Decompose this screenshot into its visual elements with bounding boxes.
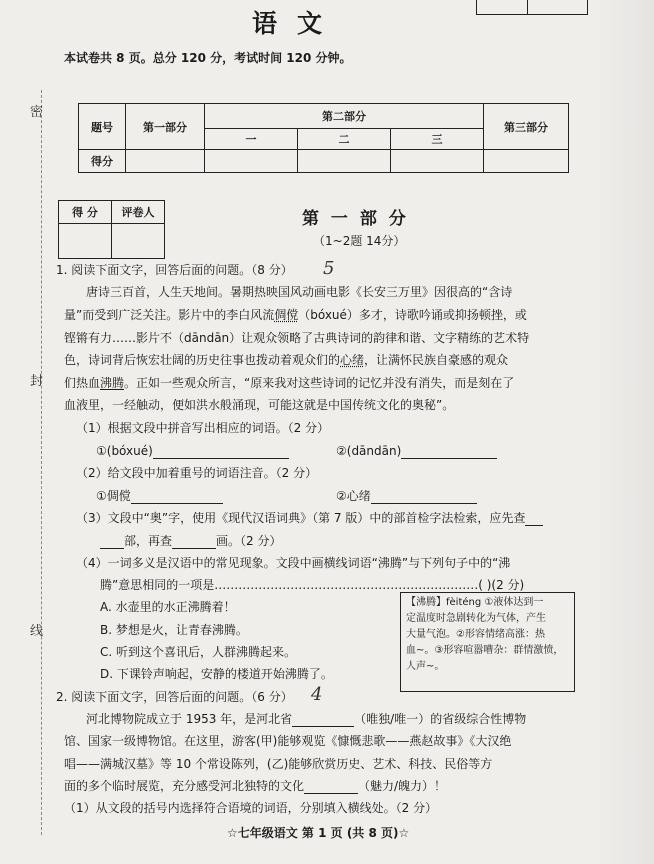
- q1-sub1-a: ①(bóxué): [96, 443, 289, 459]
- seal-mark-2: 封: [30, 374, 44, 389]
- answer-line[interactable]: [371, 490, 477, 504]
- score-cell[interactable]: [484, 150, 569, 173]
- q2-stem: 2. 阅读下面文字，回答后面的问题。（6 分）: [56, 690, 293, 704]
- q2-para-line4: 面的多个临时展览，充分感受河北独特的文化 （魅力/魄力）！: [64, 779, 447, 793]
- section-subtitle: （1~2题 14分）: [313, 234, 406, 248]
- q1-para-line3: 铿锵有力……影片不（dāndān）让观众领略了古典诗词的韵律和谐、文字精练的艺术特: [64, 331, 530, 345]
- q2-para-line1: 河北博物院成立于 1953 年，是河北省 （唯独/唯一）的省级综合性博物: [86, 712, 527, 726]
- answer-line[interactable]: [292, 713, 354, 727]
- q1-handwritten-score: 5: [323, 258, 335, 279]
- q1-para-line5: 们热血沸腾。正如一些观众所言，“原来我对这些诗词的记忆并没有消失，而是刻在了: [64, 376, 515, 390]
- q1-para-line1: 唐诗三百首，人生天地间。暑期热映国风动画电影《长安三万里》因很高的“含诗: [86, 285, 513, 299]
- seal-mark-1: 密: [30, 105, 44, 120]
- q1-sub2-a: ①倜傥: [96, 488, 223, 504]
- exam-intro: 本试卷共 8 页。总分 120 分，考试时间 120 分钟。: [64, 51, 352, 65]
- corner-box: [476, 0, 588, 15]
- dict-line-1: 【沸腾】fèiténg ①液体达到一: [406, 597, 544, 608]
- underlined-word-feiteng: 沸腾: [100, 376, 125, 390]
- option-c: C. 听到这个喜讯后，人群沸腾起来。: [100, 645, 297, 659]
- page-footer: ☆七年级语文 第 1 页 (共 8 页)☆: [227, 826, 410, 840]
- q1-para-line2: 量”而受到广泛关注。影片中的李白风流倜傥（bóxué）多才，诗歌吟诵或抑扬顿挫，或: [64, 308, 527, 322]
- q1-para-line6: 血液里，一经触动，便如洪水般涌现，可能这就是中国传统文化的奥秘”。: [64, 398, 455, 412]
- page-edge-shadow: [594, 0, 654, 864]
- section-title: 第 一 部 分: [302, 209, 409, 229]
- score-table-part2-sub1: 一: [205, 129, 298, 150]
- q1-sub3-line2: 部，再查 画。（2 分）: [100, 533, 281, 549]
- grader-name-label: 评卷人: [112, 201, 165, 224]
- dict-line-5: 人声~。: [406, 661, 445, 672]
- score-cell[interactable]: [391, 150, 484, 173]
- answer-line[interactable]: [153, 445, 289, 459]
- dict-line-4: 血~。③形容喧嚣嘈杂：群情激愤，: [406, 645, 564, 656]
- q2-handwritten-score: 4: [311, 684, 323, 705]
- q1-sub1-b: ②(dāndān): [336, 443, 497, 459]
- seal-mark-3: 线: [30, 624, 44, 639]
- answer-line[interactable]: [172, 535, 216, 549]
- answer-line[interactable]: [525, 512, 543, 526]
- q2-para-line3: 唱——满城汉墓》等 10 个常设陈列，(乙)能够欣赏历史、艺术、科技、民俗等方: [64, 757, 493, 771]
- answer-line[interactable]: [304, 780, 358, 794]
- q1-para-line4: 色，诗词背后恢宏壮阔的历史往事也拨动着观众们的心绪，让满怀民族自豪感的观众: [64, 353, 509, 367]
- answer-line[interactable]: [401, 445, 497, 459]
- dot-word-titang: 倜傥: [274, 308, 299, 322]
- grader-score-cell[interactable]: [59, 224, 112, 259]
- q1-sub1: （1）根据文段中拼音写出相应的词语。（2 分）: [76, 421, 330, 435]
- seal-line: [41, 90, 42, 835]
- score-cell[interactable]: [126, 150, 205, 173]
- score-table-part1: 第一部分: [126, 104, 205, 150]
- option-a: A. 水壶里的水正沸腾着！: [100, 600, 236, 614]
- score-table: [78, 103, 569, 173]
- q1-stem: 1. 阅读下面文字，回答后面的问题。（8 分）: [56, 263, 293, 277]
- score-table-score-label: 得分: [79, 150, 126, 173]
- option-b: B. 梦想是火，让青春沸腾。: [100, 623, 248, 637]
- grader-score-label: 得 分: [59, 201, 112, 224]
- dictionary-box: [400, 592, 575, 692]
- q1-sub4-line2: 腾”意思相同的一项是…………………………………………………………( )(2 分): [100, 578, 525, 592]
- dict-line-3: 大量气泡。②形容情绪高涨：热: [406, 629, 545, 640]
- q2-para-line2: 馆、国家一级博物馆。在这里，游客(甲)能够观览《慷慨悲歌——燕赵故事》《大汉绝: [64, 734, 512, 748]
- score-cell[interactable]: [205, 150, 298, 173]
- score-table-qnum: 题号: [79, 104, 126, 150]
- q2-sub1: （1）从文段的括号内选择符合语境的词语，分别填入横线处。（2 分）: [64, 801, 438, 815]
- q1-sub3-line1: （3）文段中“奥”字，使用《现代汉语词典》（第 7 版）中的部首检字法检索，应先查: [76, 510, 543, 526]
- score-table-part2: 第二部分: [205, 104, 484, 129]
- q1-sub2: （2）给文段中加着重号的词语注音。（2 分）: [76, 466, 318, 480]
- dot-word-xinxu: 心绪: [340, 353, 365, 367]
- answer-line[interactable]: [100, 535, 124, 549]
- q1-sub2-b: ②心绪: [336, 488, 477, 504]
- option-d: D. 下课铃声响起，安静的楼道开始沸腾了。: [100, 667, 333, 681]
- grader-table: [58, 200, 165, 259]
- score-table-part2-sub2: 二: [298, 129, 391, 150]
- page-title: 语文: [252, 9, 343, 38]
- q1-sub4-line1: （4）一词多义是汉语中的常见现象。文段中画横线词语“沸腾”与下列句子中的“沸: [76, 556, 511, 570]
- dict-line-2: 定温度时急剧转化为气体，产生: [406, 613, 546, 624]
- answer-line[interactable]: [131, 490, 223, 504]
- score-cell[interactable]: [298, 150, 391, 173]
- score-table-part3: 第三部分: [484, 104, 569, 150]
- grader-name-cell[interactable]: [112, 224, 165, 259]
- score-table-part2-sub3: 三: [391, 129, 484, 150]
